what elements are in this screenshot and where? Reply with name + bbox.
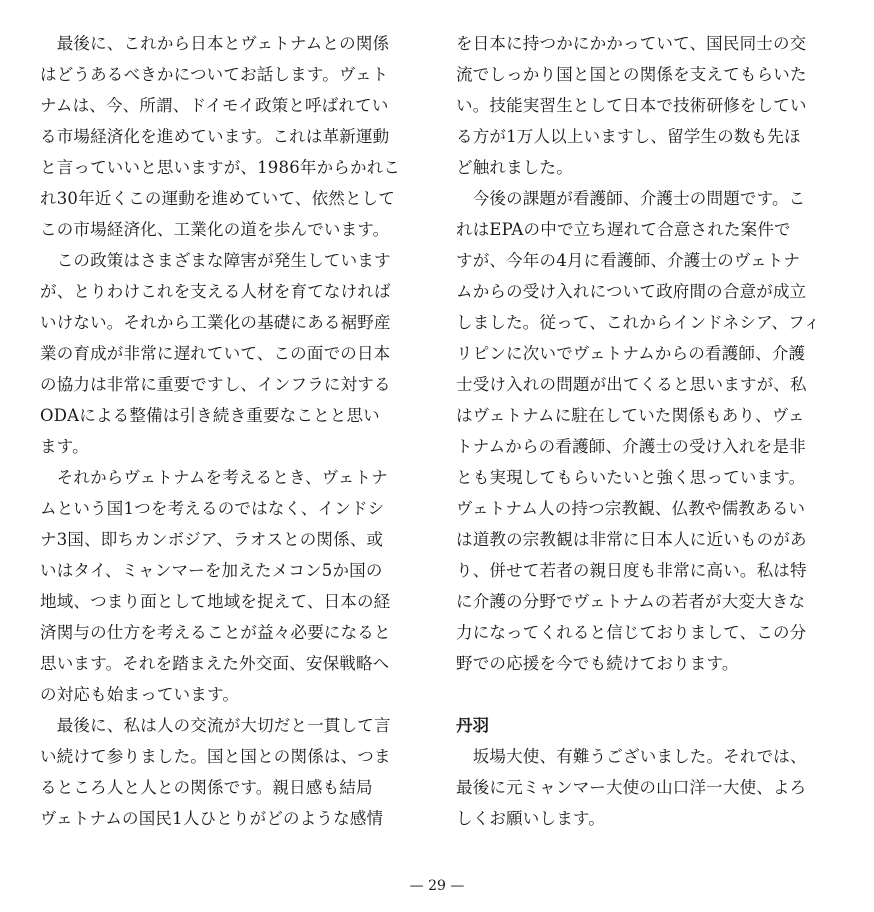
text-line: 思います。それを踏まえた外交面、安保戦略へ: [40, 654, 390, 673]
text-line: を日本に持つかにかかっていて、国民同士の交: [456, 34, 807, 53]
text-line: と言っていいと思いますが、1986年からかれこ: [40, 158, 401, 177]
text-line: るところ人と人との関係です。親日感も結局: [40, 778, 373, 797]
text-line: すが、今年の4月に看護師、介護士のヴェトナ: [456, 251, 801, 270]
text-line: 最後に、私は人の交流が大切だと一貫して言: [40, 716, 391, 735]
text-line: 今後の課題が看護師、介護士の問題です。こ: [456, 189, 806, 208]
left-column: [40, 28, 408, 834]
text-line: り、併せて若者の親日度も非常に高い。私は特: [456, 561, 807, 580]
paragraph-gap: [456, 679, 824, 710]
text-line: い続けて参りました。国と国との関係は、つま: [40, 747, 391, 766]
text-line: ムからの受け入れについて政府間の合意が成立: [456, 282, 807, 301]
text-line: いはタイ、ミャンマーを加えたメコン5か国の: [40, 561, 383, 580]
text-line: 力になってくれると信じておりまして、この分: [456, 623, 807, 642]
text-line: リピンに次いでヴェトナムからの看護師、介護: [456, 344, 806, 363]
text-line: ヴェトナムの国民1人ひとりがどのような感情: [40, 809, 384, 828]
text-line: れ30年近くこの運動を進めていて、依然として: [40, 189, 396, 208]
text-line: ヴェトナム人の持つ宗教観、仏教や儒教あるい: [456, 499, 806, 518]
text-line: この市場経済化、工業化の道を歩んでいます。: [40, 220, 390, 239]
text-line: 業の育成が非常に遅れていて、この面での日本: [40, 344, 391, 363]
text-line: 最後に元ミャンマー大使の山口洋一大使、よろ: [456, 778, 807, 797]
text-line: に介護の分野でヴェトナムの若者が大変大きな: [456, 592, 806, 611]
text-line: 坂場大使、有難うございました。それでは、: [456, 747, 807, 766]
text-line: それからヴェトナムを考えるとき、ヴェトナ: [40, 468, 388, 487]
text-line: とも実現してもらいたいと強く思っています。: [456, 468, 806, 487]
text-line: 最後に、これから日本とヴェトナムとの関係: [40, 34, 390, 53]
text-line: は道教の宗教観は非常に日本人に近いものがあ: [456, 530, 807, 549]
text-line: しくお願いします。: [456, 809, 605, 828]
text-line: トナムからの看護師、介護士の受け入れを是非: [456, 437, 806, 456]
text-line: 士受け入れの問題が出てくると思いますが、私: [456, 375, 807, 394]
text-line: る方が1万人以上いますし、留学生の数も先ほ: [456, 127, 801, 146]
text-line: しました。従って、これからインドネシア、フィ: [456, 313, 821, 332]
text-line: 済関与の仕方を考えることが益々必要になると: [40, 623, 391, 642]
text-line: ODAによる整備は引き続き重要なことと思い: [40, 406, 380, 425]
text-line: 流でしっかり国と国との関係を支えてもらいた: [456, 65, 807, 84]
text-line: はヴェトナムに駐在していた関係もあり、ヴェ: [456, 406, 805, 425]
page-number: — 29 —: [409, 878, 465, 894]
text-line: い。技能実習生として日本で技術研修をしてい: [456, 96, 807, 115]
text-line: の対応も始まっています。: [40, 685, 240, 704]
text-line: の協力は非常に重要ですし、インフラに対する: [40, 375, 391, 394]
text-line: ナムは、今、所謂、ドイモイ政策と呼ばれてい: [40, 96, 389, 115]
text-line: れはEPAの中で立ち遅れて合意された案件で: [456, 220, 791, 239]
text-line: ナ3国、即ちカンボジア、ラオスとの関係、或: [40, 530, 384, 549]
speaker-name: 丹羽: [456, 716, 489, 735]
text-line: いけない。それから工業化の基礎にある裾野産: [40, 313, 391, 332]
text-line: ます。: [40, 437, 89, 456]
text-line: が、とりわけこれを支える人材を育てなければ: [40, 282, 391, 301]
text-line: はどうあるべきかについてお話します。ヴェト: [40, 65, 389, 84]
text-line: 地域、つまり面として地域を捉えて、日本の経: [40, 592, 391, 611]
text-line: ど触れました。: [456, 158, 573, 177]
right-column: [456, 28, 824, 834]
text-line: 野での応援を今でも続けております。: [456, 654, 739, 673]
text-line: る市場経済化を進めています。これは革新運動: [40, 127, 390, 146]
text-line: この政策はさまざまな障害が発生しています: [40, 251, 391, 270]
text-line: ムという国1つを考えるのではなく、インドシ: [40, 499, 385, 518]
